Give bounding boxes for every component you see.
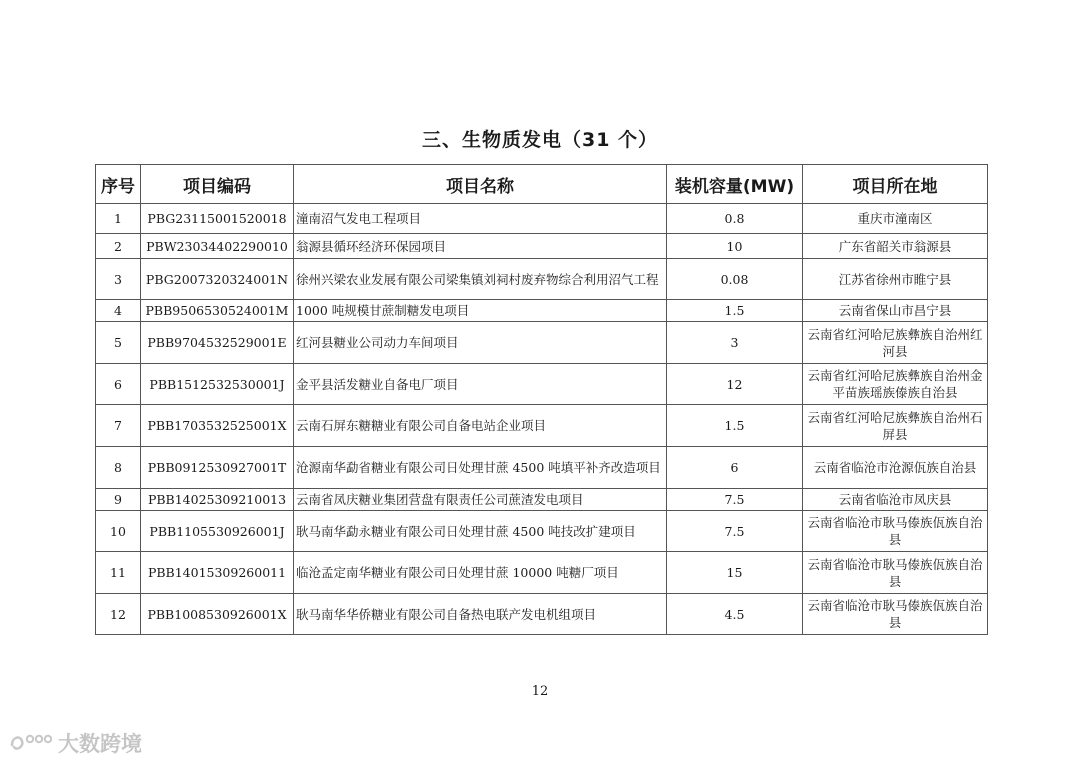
cell-code: PBB1008530926001X <box>141 594 294 635</box>
cell-location: 云南省红河哈尼族彝族自治州金平苗族瑶族傣族自治县 <box>803 364 988 405</box>
cell-name: 耿马南华勐永糖业有限公司日处理甘蔗 4500 吨技改扩建项目 <box>294 511 667 552</box>
page-number: 12 <box>531 684 549 699</box>
table-row <box>96 447 988 489</box>
cell-capacity: 3 <box>667 322 803 364</box>
cell-code: PBB1105530926001J <box>141 511 294 552</box>
cell-name: 金平县活发糖业自备电厂项目 <box>294 364 667 405</box>
table-row <box>96 489 988 511</box>
cell-no: 7 <box>96 405 141 447</box>
table-row <box>96 405 988 447</box>
cell-capacity: 0.8 <box>667 204 803 234</box>
cell-location: 江苏省徐州市睢宁县 <box>803 259 988 300</box>
cell-name: 临沧孟定南华糖业有限公司日处理甘蔗 10000 吨糖厂项目 <box>294 552 667 594</box>
table-row <box>96 300 988 322</box>
header-no: 序号 <box>96 165 141 204</box>
cell-capacity: 7.5 <box>667 511 803 552</box>
cell-no: 10 <box>96 511 141 552</box>
cell-capacity: 1.5 <box>667 300 803 322</box>
cell-name: 云南省凤庆糖业集团营盘有限责任公司蔗渣发电项目 <box>294 489 667 511</box>
cell-code: PBB1512532530001J <box>141 364 294 405</box>
cell-capacity: 10 <box>667 234 803 259</box>
cell-code: PBG2007320324001N <box>141 259 294 300</box>
cell-no: 5 <box>96 322 141 364</box>
cell-no: 12 <box>96 594 141 635</box>
cell-no: 9 <box>96 489 141 511</box>
cell-no: 6 <box>96 364 141 405</box>
cell-location: 云南省临沧市沧源佤族自治县 <box>803 447 988 489</box>
cell-name: 云南石屏东糖糖业有限公司自备电站企业项目 <box>294 405 667 447</box>
cell-capacity: 12 <box>667 364 803 405</box>
cell-no: 2 <box>96 234 141 259</box>
cell-location: 云南省保山市昌宁县 <box>803 300 988 322</box>
cell-capacity: 1.5 <box>667 405 803 447</box>
cell-location: 云南省红河哈尼族彝族自治州石屏县 <box>803 405 988 447</box>
cell-capacity: 15 <box>667 552 803 594</box>
cell-location: 云南省临沧市耿马傣族佤族自治县 <box>803 594 988 635</box>
cell-code: PBG23115001520018 <box>141 204 294 234</box>
cell-name: 徐州兴梁农业发展有限公司梁集镇刘祠村废弃物综合利用沼气工程 <box>294 259 667 300</box>
cell-code: PBB1703532525001X <box>141 405 294 447</box>
header-code: 项目编码 <box>141 165 294 204</box>
table-row <box>96 364 988 405</box>
cell-no: 8 <box>96 447 141 489</box>
cell-name: 沧源南华勐省糖业有限公司日处理甘蔗 4500 吨填平补齐改造项目 <box>294 447 667 489</box>
table-row <box>96 594 988 635</box>
table-row <box>96 259 988 300</box>
cell-name: 1000 吨规模甘蔗制糖发电项目 <box>294 300 667 322</box>
cell-location: 云南省临沧市耿马傣族佤族自治县 <box>803 552 988 594</box>
cell-code: PBB9506530524001M <box>141 300 294 322</box>
table-row <box>96 322 988 364</box>
cell-capacity: 6 <box>667 447 803 489</box>
cell-name: 翁源县循环经济环保园项目 <box>294 234 667 259</box>
cell-no: 11 <box>96 552 141 594</box>
header-name: 项目名称 <box>294 165 667 204</box>
cell-no: 3 <box>96 259 141 300</box>
watermark-text: 大数跨境 <box>58 732 142 756</box>
cell-name: 潼南沼气发电工程项目 <box>294 204 667 234</box>
page-title: 三、生物质发电（31 个） <box>421 129 659 151</box>
cell-location: 云南省红河哈尼族彝族自治州红河县 <box>803 322 988 364</box>
cell-capacity: 7.5 <box>667 489 803 511</box>
cell-name: 红河县糖业公司动力车间项目 <box>294 322 667 364</box>
watermark <box>8 728 142 758</box>
cell-no: 4 <box>96 300 141 322</box>
cell-location: 广东省韶关市翁源县 <box>803 234 988 259</box>
table-row <box>96 552 988 594</box>
table-row <box>96 511 988 552</box>
cell-name: 耿马南华华侨糖业有限公司自备热电联产发电机组项目 <box>294 594 667 635</box>
header-location: 项目所在地 <box>803 165 988 204</box>
table-header-row <box>96 165 988 204</box>
cell-location: 云南省临沧市耿马傣族佤族自治县 <box>803 511 988 552</box>
cell-capacity: 4.5 <box>667 594 803 635</box>
header-capacity: 装机容量(MW) <box>667 165 803 204</box>
table-row <box>96 234 988 259</box>
cell-location: 云南省临沧市凤庆县 <box>803 489 988 511</box>
cell-code: PBB14015309260011 <box>141 552 294 594</box>
projects-table <box>95 164 988 635</box>
cell-code: PBW23034402290010 <box>141 234 294 259</box>
cell-code: PBB0912530927001T <box>141 447 294 489</box>
cell-capacity: 0.08 <box>667 259 803 300</box>
cell-no: 1 <box>96 204 141 234</box>
table-row <box>96 204 988 234</box>
cell-code: PBB9704532529001E <box>141 322 294 364</box>
cell-location: 重庆市潼南区 <box>803 204 988 234</box>
cell-code: PBB14025309210013 <box>141 489 294 511</box>
brand-logo-icon <box>8 731 52 755</box>
